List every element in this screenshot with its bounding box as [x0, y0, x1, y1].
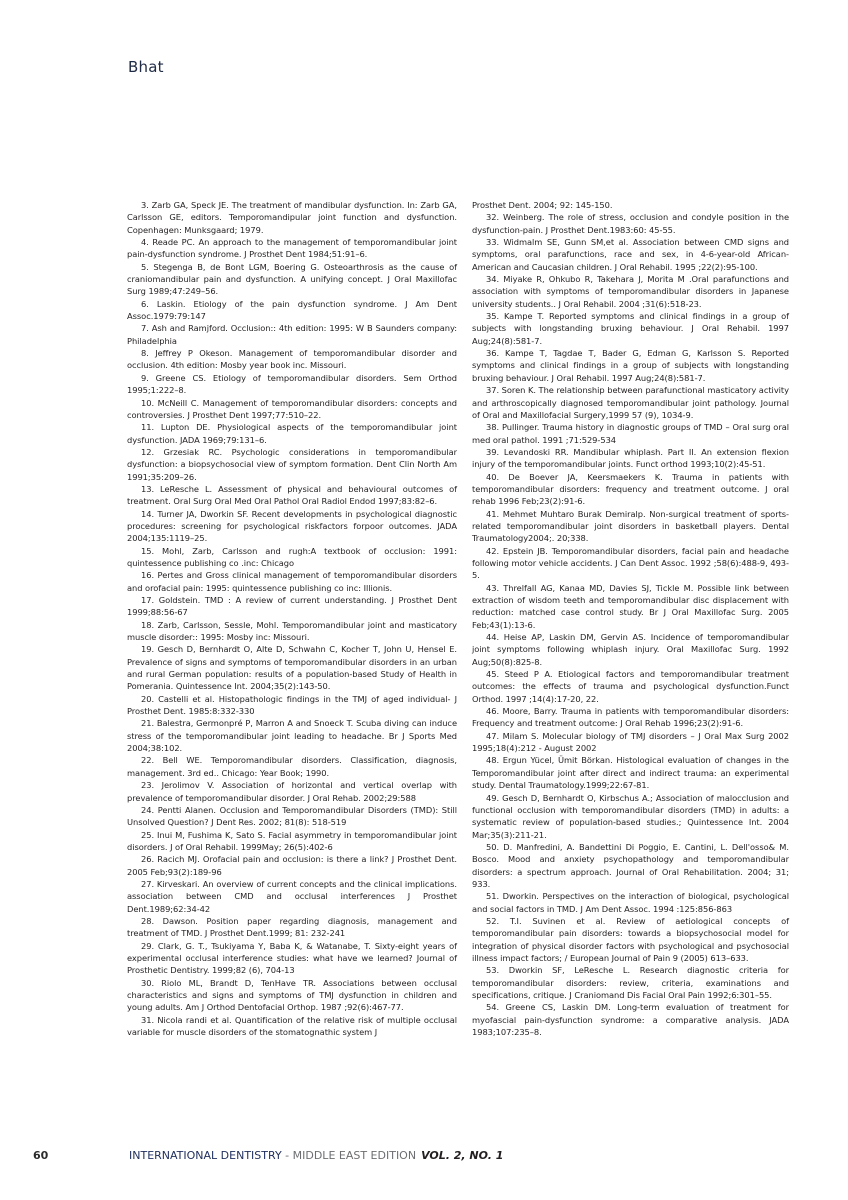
reference-entry: 32. Weinberg. The role of stress, occlusion and condyle position in the dysfunction-pain. J Prosthet Dent.1983:60: 45-55. — [472, 212, 789, 235]
reference-entry: 41. Mehmet Muhtaro Burak Demiralp. Non-surgical treatment of sports-related temporomandibular joint disorders in basketball players. Dental Traumatology2004;. 20;338. — [472, 508, 789, 544]
reference-entry: 19. Gesch D, Bernhardt O, Alte D, Schwahn C, Kocher T, John U, Hensel E. Prevalence of signs and symptoms of temporomandibular disorders in an urban and rural German population: results of a population-based Study of Health in Pomerania. Quintessence Int. 2004;35(2):143-50. — [127, 644, 457, 692]
journal-name: INTERNATIONAL DENTISTRY — [129, 1149, 282, 1162]
reference-entry: 4. Reade PC. An approach to the management of temporomandibular joint pain-dysfunction syndrome. J Prosthet Dent 1984;51:91–6. — [127, 237, 457, 260]
reference-entry: 47. Milam S. Molecular biology of TMJ disorders – J Oral Max Surg 2002 1995;18(4):212 - August 2002 — [472, 730, 789, 754]
reference-entry: 39. Levandoski RR. Mandibular whiplash. Part II. An extension flexion injury of the temporomandibular joints. Funct orthod 1993;10(2):45-51. — [472, 446, 789, 470]
reference-entry: 15. Mohl, Zarb, Carlsson and rugh:A textbook of occlusion: 1991: quintessence publishing co .inc: Chicago — [127, 545, 457, 568]
reference-entry: 12. Grzesiak RC. Psychologic considerations in temporomandibular dysfunction: a biopsychosocial view of symptom formation. Dent Clin North Am 1991;35:209–26. — [127, 446, 457, 482]
reference-entry: 36. Kampe T, Tagdae T, Bader G, Edman G, Karlsson S. Reported symptoms and clinical findings in a group of subjects with longstanding bruxing behaviour. J Oral Rehabil. 1997 Aug;24(8):581-7. — [472, 348, 789, 383]
reference-entry: 50. D. Manfredini, A. Bandettini Di Poggio, E. Cantini, L. Dell'osso& M. Bosco. Mood and anxiety psychopathology and temporomandibular disorders: a spectrum approach. Journal of Oral Rehabilitation. 2004; 31; 933. — [472, 841, 789, 889]
reference-entry: 18. Zarb, Carlsson, Sessle, Mohl. Temporomandibular joint and masticatory muscle disorder:: 1995: Mosby inc: Missouri. — [127, 619, 457, 643]
reference-entry: 42. Epstein JB. Temporomandibular disorders, facial pain and headache following motor vehicle accidents. J Can Dent Assoc. 1992 ;58(6):488-9, 493-5. — [472, 545, 789, 581]
journal-volume: VOL. 2, NO. 1 — [421, 1149, 504, 1162]
reference-entry: 29. Clark, G. T., Tsukiyama Y, Baba K, & Watanabe, T. Sixty-eight years of experimental occlusal interference studies: what have we learned? Journal of Prosthetic Dentistry. 1999;82 (6), 704-13 — [127, 940, 457, 976]
reference-entry: 26. Racich MJ. Orofacial pain and occlusion: is there a link? J Prosthet Dent. 2005 Feb;93(2):189-96 — [127, 854, 457, 877]
reference-entry: 28. Dawson. Position paper regarding diagnosis, management and treatment of TMD. J Prosthet Dent.1999; 81: 232-241 — [127, 915, 457, 939]
page-footer — [0, 1149, 848, 1165]
reference-entry: 8. Jeffrey P Okeson. Management of temporomandibular disorder and occlusion. 4th edition: Mosby year book inc. Missouri. — [127, 348, 457, 371]
reference-entry: 43. Threlfall AG, Kanaa MD, Davies SJ, Tickle M. Possible link between extraction of wisdom teeth and temporomandibular disc displacement with reduction: matched case control study. Br J Oral Maxillofac Surg. 2005 Feb;43(1):13-6. — [472, 582, 789, 630]
reference-entry: 16. Pertes and Gross clinical management of temporomandibular disorders and orofacial pain: 1995: quintessence publishing co inc: Illionis. — [127, 570, 457, 593]
reference-entry: 24. Pentti Alanen. Occlusion and Temporomandibular Disorders (TMD): Still Unsolved Question? J Dent Res. 2002; 81(8): 518-519 — [127, 804, 457, 828]
reference-entry: 21. Balestra, Germonpré P, Marron A and Snoeck T. Scuba diving can induce stress of the temporomandibular joint leading to headache. Br J Sports Med 2004;38:102. — [127, 718, 457, 754]
reference-entry: 33. Widmalm SE, Gunn SM,et al. Association between CMD signs and symptoms, oral parafunctions, race and sex, in 4-6-year-old African-American and Caucasian children. J Oral Rehabil. 1995 ;22(2):95-100. — [472, 237, 789, 272]
reference-entry: 20. Castelli et al. Histopathologic findings in the TMJ of aged individual- J Prosthet Dent. 1985:8:332-330 — [127, 693, 457, 717]
reference-entry: 35. Kampe T. Reported symptoms and clinical findings in a group of subjects with longstanding bruxing behaviour. J Oral Rehabil. 1997 Aug;24(8):581-7. — [472, 311, 789, 346]
reference-entry: 51. Dworkin. Perspectives on the interaction of biological, psychological and social factors in TMD. J Am Dent Assoc. 1994 :125:856-863 — [472, 891, 789, 914]
reference-entry: 9. Greene CS. Etiology of temporomandibular disorders. Sem Orthod 1995;1:222–8. — [127, 372, 457, 396]
reference-entry: 17. Goldstein. TMD : A review of current understanding. J Prosthet Dent 1999;88:56-67 — [127, 595, 457, 618]
reference-entry: 13. LeResche L. Assessment of physical and behavioural outcomes of treatment. Oral Surg Oral Med Oral Pathol Oral Radiol Endod 1997;83:82–6. — [127, 483, 457, 507]
reference-entry: 53. Dworkin SF, LeResche L. Research diagnostic criteria for temporomandibular disorders: review, criteria, examinations and specifications, critique. J Craniomand Dis Facial Oral Pain 1992;6:301–55. — [472, 965, 789, 1000]
reference-entry: 37. Soren K. The relationship between parafunctional masticatory activity and arthroscopically diagnosed temporomandibular joint pathology. Journal of Oral and Maxillofacial Surgery,1999 57 (9), 1034-9. — [472, 385, 789, 420]
reference-entry: Prosthet Dent. 2004; 92: 145-150. — [472, 200, 613, 210]
reference-entry: 5. Stegenga B, de Bont LGM, Boering G. Osteoarthrosis as the cause of craniomandibular pain and dysfunction. A unifying concept. J Oral Maxillofac Surg 1989;47:249–56. — [127, 261, 457, 297]
reference-entry: 48. Ergun Yücel, Ümit Börkan. Histological evaluation of changes in the Temporomandibular joint after direct and indirect trauma: an experimental study. Dental Traumatology.1999;22:67-81. — [472, 755, 789, 791]
journal-edition: - MIDDLE EAST EDITION — [281, 1149, 417, 1162]
reference-entry: 38. Pullinger. Trauma history in diagnostic groups of TMD – Oral surg oral med oral pathol. 1991 ;71:529-534 — [472, 422, 789, 445]
reference-entry: 25. Inui M, Fushima K, Sato S. Facial asymmetry in temporomandibular joint disorders. J of Oral Rehabil. 1999May; 26(5):402-6 — [127, 829, 457, 852]
reference-entry: 34. Miyake R, Ohkubo R, Takehara J, Morita M .Oral parafunctions and association with symptoms of temporomandibular disorders in Japanese university students.. J Oral Rehabil. 2004 ;31(6):518-23. — [472, 274, 789, 309]
reference-entry: 49. Gesch D, Bernhardt O, Kirbschus A.; Association of malocclusion and functional occlusion with temporomandibular disorders (TMD) in adults: a systematic review of population-based studies.; Quintessence Int. 2004 Mar;35(3):211-21. — [472, 792, 789, 840]
reference-entry: 3. Zarb GA, Speck JE. The treatment of mandibular dysfunction. In: Zarb GA, Carlsson GE, editors. Temporomandipular joint function and dysfunction. Copenhagen: Munksgaard; 1979. — [127, 200, 457, 235]
reference-entry: 14. Turner JA, Dworkin SF. Recent developments in psychological diagnostic procedures: screening for psychological riskfactors forpoor outcomes. JADA 2004;135:1119–25. — [127, 508, 457, 544]
reference-entry: 22. Bell WE. Temporomandibular disorders. Classification, diagnosis, management. 3rd ed.. Chicago: Year Book; 1990. — [127, 755, 457, 778]
reference-entry: 30. Riolo ML, Brandt D, TenHave TR. Associations between occlusal characteristics and signs and symptoms of TMJ dysfunction in children and young adults. Am J Orthod Dentofacial Orthop. 1987 ;92(6):467-77. — [127, 977, 457, 1013]
reference-entry: 40. De Boever JA, Keersmaekers K. Trauma in patients with temporomandibular disorders: frequency and treatment outcome. J oral rehab 1996 Feb;23(2):91-6. — [472, 471, 789, 507]
reference-entry: 31. Nicola randi et al. Quantification of the relative risk of multiple occlusal variable for muscle disorders of the stomatognathic system J — [127, 1014, 457, 1038]
reference-entry: 46. Moore, Barry. Trauma in patients with temporomandibular disorders: Frequency and treatment outcome: J Oral Rehab 1996;23(2):91-6. — [472, 706, 789, 729]
running-head: Bhat — [128, 58, 164, 76]
references-column-right — [472, 199, 789, 1038]
reference-entry: 6. Laskin. Etiology of the pain dysfunction syndrome. J Am Dent Assoc.1979:79:147 — [127, 298, 457, 322]
reference-entry: 44. Heise AP, Laskin DM, Gervin AS. Incidence of temporomandibular joint symptoms following whiplash injury. Oral Maxillofac Surg. 1992 Aug;50(8):825-8. — [472, 632, 789, 667]
reference-entry: 23. Jerolimov V. Association of horizontal and vertical overlap with prevalence of temporomandibular disorder. J Oral Rehab. 2002;29:588 — [127, 780, 457, 803]
reference-entry: 7. Ash and Ramjford. Occlusion:: 4th edition: 1995: W B Saunders company: Philadelphia — [127, 323, 457, 346]
reference-entry: 52. T.I. Suvinen et al. Review of aetiological concepts of temporomandibular pain disorders: towards a biopsychosocial model for integration of physical disorder factors with psychological and psychosocial illness impact factors; / European Journal of Pain 9 (2005) 613–633. — [472, 915, 789, 963]
references-column-left — [127, 199, 457, 1038]
journal-title — [129, 1149, 503, 1162]
reference-entry: 54. Greene CS, Laskin DM. Long-term evaluation of treatment for myofascial pain-dysfunction syndrome: a comparative analysis. JADA 1983;107:235–8. — [472, 1002, 789, 1038]
reference-entry: 10. McNeill C. Management of temporomandibular disorders: concepts and controversies. J Prosthet Dent 1997;77:510–22. — [127, 397, 457, 420]
page-number: 60 — [33, 1149, 49, 1162]
reference-entry: 11. Lupton DE. Physiological aspects of the temporomandibular joint dysfunction. JADA 1969;79:131–6. — [127, 422, 457, 445]
reference-entry: 27. Kirveskari. An overview of current concepts and the clinical implications. association between CMD and occlusal interferences J Prosthet Dent.1989;62:34-42 — [127, 878, 457, 914]
reference-entry: 45. Steed P A. Etiological factors and temporomandibular treatment outcomes: the effects of trauma and psychological dysfunction.Funct Orthod. 1997 ;14(4):17-20, 22. — [472, 669, 789, 704]
